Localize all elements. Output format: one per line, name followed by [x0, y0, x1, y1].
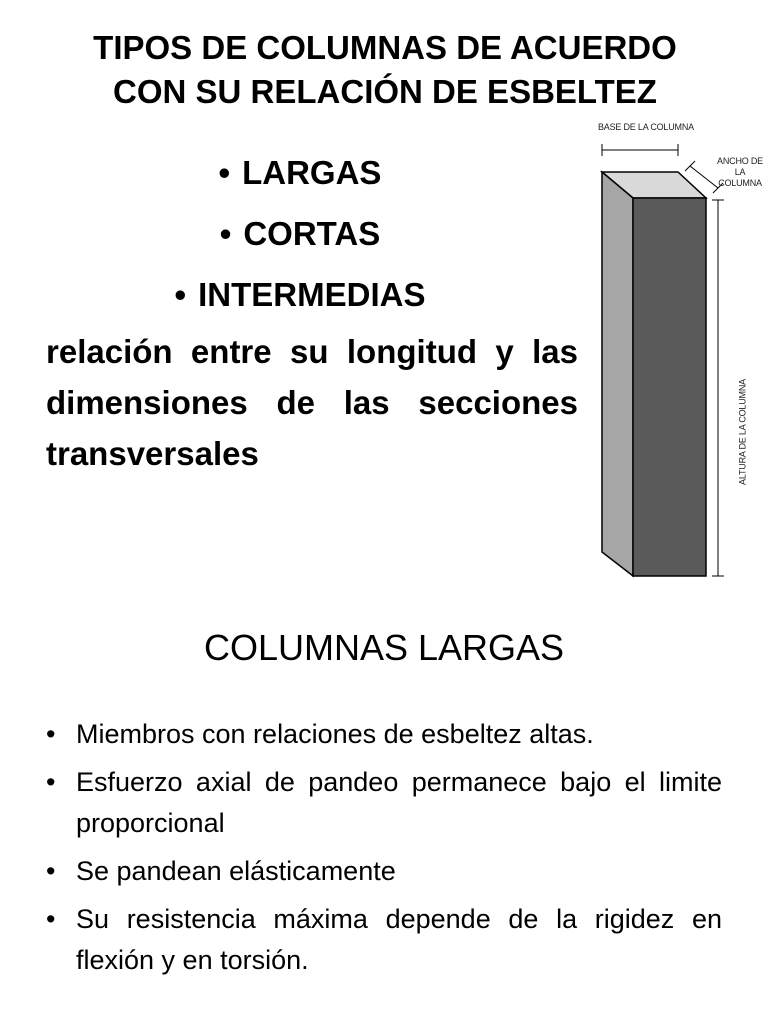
slide-subtitle: COLUMNAS LARGAS [203, 627, 565, 668]
slide-long-columns [0, 600, 768, 1024]
base-label: BASE DE LA COLUMNA [598, 122, 694, 132]
column-types-list [0, 142, 600, 325]
type-item-intermedias: • INTERMEDIAS [0, 264, 600, 325]
type-item-cortas: • CORTAS [0, 203, 600, 264]
height-label-text: ALTURA DE LA COLUMNA [737, 379, 748, 485]
width-dimension-tick-top [685, 161, 695, 171]
point-item: • Se pandean elásticamente [46, 851, 722, 892]
long-columns-points [46, 714, 722, 988]
slenderness-definition: relación entre su longitud y las dimensiones de las secciones transversales [46, 333, 578, 472]
width-label-line-1: ANCHO DE LA [717, 156, 763, 177]
point-item: • Esfuerzo axial de pandeo permanece bajo el limite proporcional [46, 762, 722, 844]
width-label [712, 156, 768, 189]
column-front-face [633, 198, 706, 576]
width-label-line-2: COLUMNA [718, 178, 762, 188]
title-line-1: TIPOS DE COLUMNAS DE ACUERDO [93, 29, 677, 66]
title-line-2: CON SU RELACIÓN DE ESBELTEZ [113, 73, 657, 110]
column-diagram [590, 116, 765, 586]
point-item: • Su resistencia máxima depende de la rigidez en flexión y en torsión. [46, 899, 722, 981]
slide-title [30, 26, 740, 114]
point-item: • Miembros con relaciones de esbeltez altas. [46, 714, 722, 755]
column-side-face [602, 172, 633, 576]
type-item-largas: • LARGAS [0, 142, 600, 203]
